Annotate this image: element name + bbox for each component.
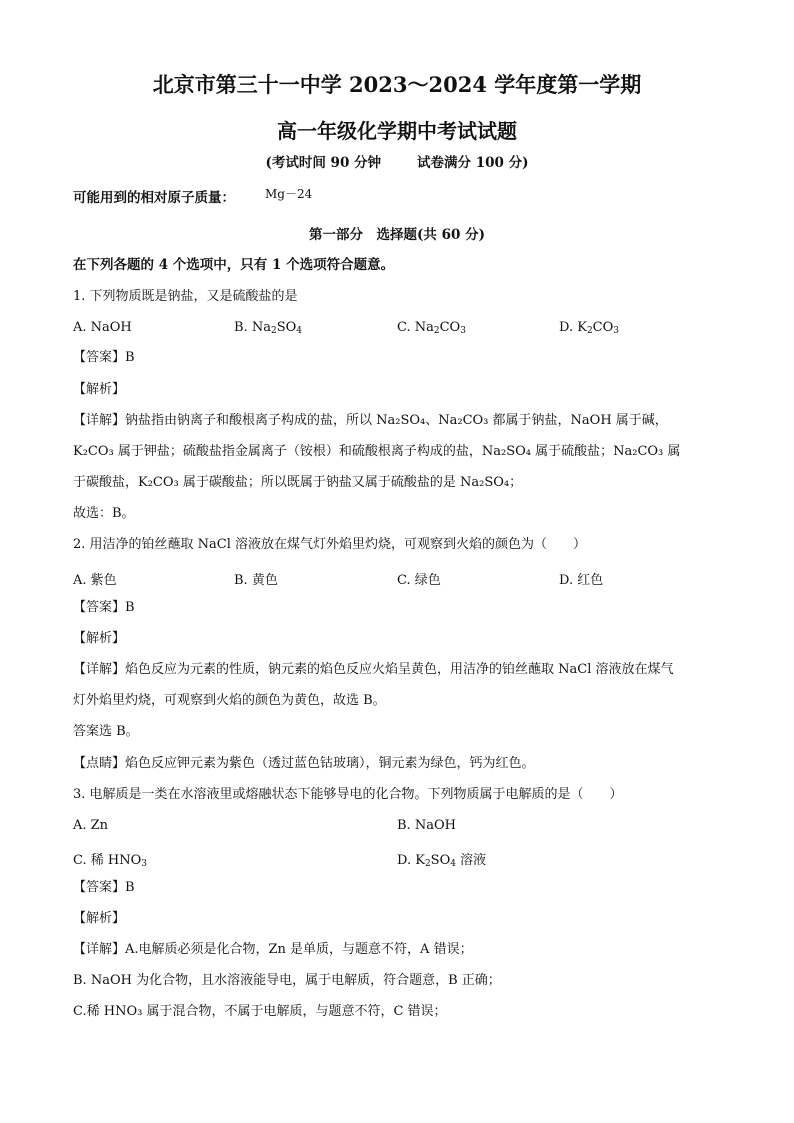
- exam-time: (考试时间 90 分钟: [265, 155, 382, 171]
- q1-analysis-label: 【解析】: [73, 382, 126, 397]
- q2-option-b: B. 黄色: [234, 573, 278, 588]
- q3-stem: 3. 电解质是一类在水溶液里或熔融状态下能够导电的化合物。下列物质属于电解质的是（ ）: [73, 787, 623, 802]
- q2-stem: 2. 用洁净的铂丝蘸取 NaCl 溶液放在煤气灯外焰里灼烧，可观察到火焰的颜色为（ ）: [73, 537, 587, 552]
- q2-detail-line-1: 【详解】焰色反应为元素的性质，钠元素的焰色反应火焰呈黄色，用洁净的铂丝蘸取 NaCl 溶液放在煤气: [73, 662, 674, 677]
- q2-analysis-label: 【解析】: [73, 631, 126, 646]
- q3-analysis-label: 【解析】: [73, 911, 126, 926]
- q1-answer: 【答案】B: [73, 350, 135, 365]
- q3-detail-line-2: B. NaOH 为化合物，且水溶液能导电，属于电解质，符合题意，B 正确；: [73, 973, 501, 988]
- exam-subtitle: 高一年级化学期中考试试题: [277, 119, 517, 143]
- q2-option-a: A. 紫色: [73, 573, 117, 588]
- q2-option-d: D. 红色: [559, 573, 604, 588]
- q2-detail-line-2: 灯外焰里灼烧，可观察到火焰的颜色为黄色，故选 B。: [73, 693, 386, 708]
- q3-answer: 【答案】B: [73, 880, 135, 895]
- exam-info: [0, 151, 794, 171]
- q1-stem: 1. 下列物质既是钠盐，又是硫酸盐的是: [73, 289, 298, 304]
- q3-option-b: B. NaOH: [397, 818, 456, 833]
- atomic-mass-label: 可能用到的相对原子质量：: [73, 190, 235, 206]
- q1-option-d: D. $K_2CO_3$: [559, 320, 620, 336]
- q3-detail-line-1: 【详解】A.电解质必须是化合物，Zn 是单质，与题意不符，A 错误；: [73, 942, 473, 957]
- part1-heading: 第一部分 选择题(共 60 分): [309, 227, 485, 243]
- q1-option-a: A. NaOH: [73, 320, 132, 335]
- q3-option-a: A. Zn: [73, 818, 109, 833]
- q2-tip: 【点睛】焰色反应钾元素为紫色（透过蓝色钴玻璃），铜元素为绿色，钙为红色。: [73, 756, 535, 771]
- q3-detail-line-3: C.稀 HNO₃ 属于混合物，不属于电解质，与题意不符，C 错误；: [73, 1004, 447, 1019]
- exam-title: 北京市第三十一中学 2023～2024 学年度第一学期: [152, 72, 642, 97]
- q1-detail-line-3: 于碳酸盐，K₂CO₃ 属于碳酸盐；所以既属于钠盐又属于硫酸盐的是 Na₂SO₄；: [73, 475, 523, 490]
- q1-option-c: C. $Na_2CO_3$: [397, 320, 466, 336]
- part1-instruction: 在下列各题的 4 个选项中，只有 1 个选项符合题意。: [73, 257, 395, 273]
- q1-detail-line-1: 【详解】钠盐指由钠离子和酸根离子构成的盐，所以 Na₂SO₄、Na₂CO₃ 都属于钠盐，NaOH 属于碱，: [73, 413, 668, 428]
- atomic-mass-value: Mg－24: [265, 187, 313, 201]
- exam-score: 试卷满分 100 分): [417, 155, 529, 171]
- q1-option-b: B. $Na_2SO_4$: [234, 320, 302, 336]
- q3-option-d: D. $K_2SO_4$ 溶液: [397, 853, 487, 869]
- q2-answer: 【答案】B: [73, 600, 135, 615]
- q2-conclusion: 答案选 B。: [73, 724, 139, 739]
- q1-detail-line-2: K₂CO₃ 属于钾盐；硫酸盐指金属离子（铵根）和硫酸根离子构成的盐，Na₂SO₄ 属于硫酸盐；Na₂CO₃ 属: [73, 444, 681, 459]
- q1-conclusion: 故选：B。: [73, 506, 135, 521]
- q3-option-c: C. 稀 $HNO_3$: [73, 853, 147, 869]
- q2-option-c: C. 绿色: [397, 573, 441, 588]
